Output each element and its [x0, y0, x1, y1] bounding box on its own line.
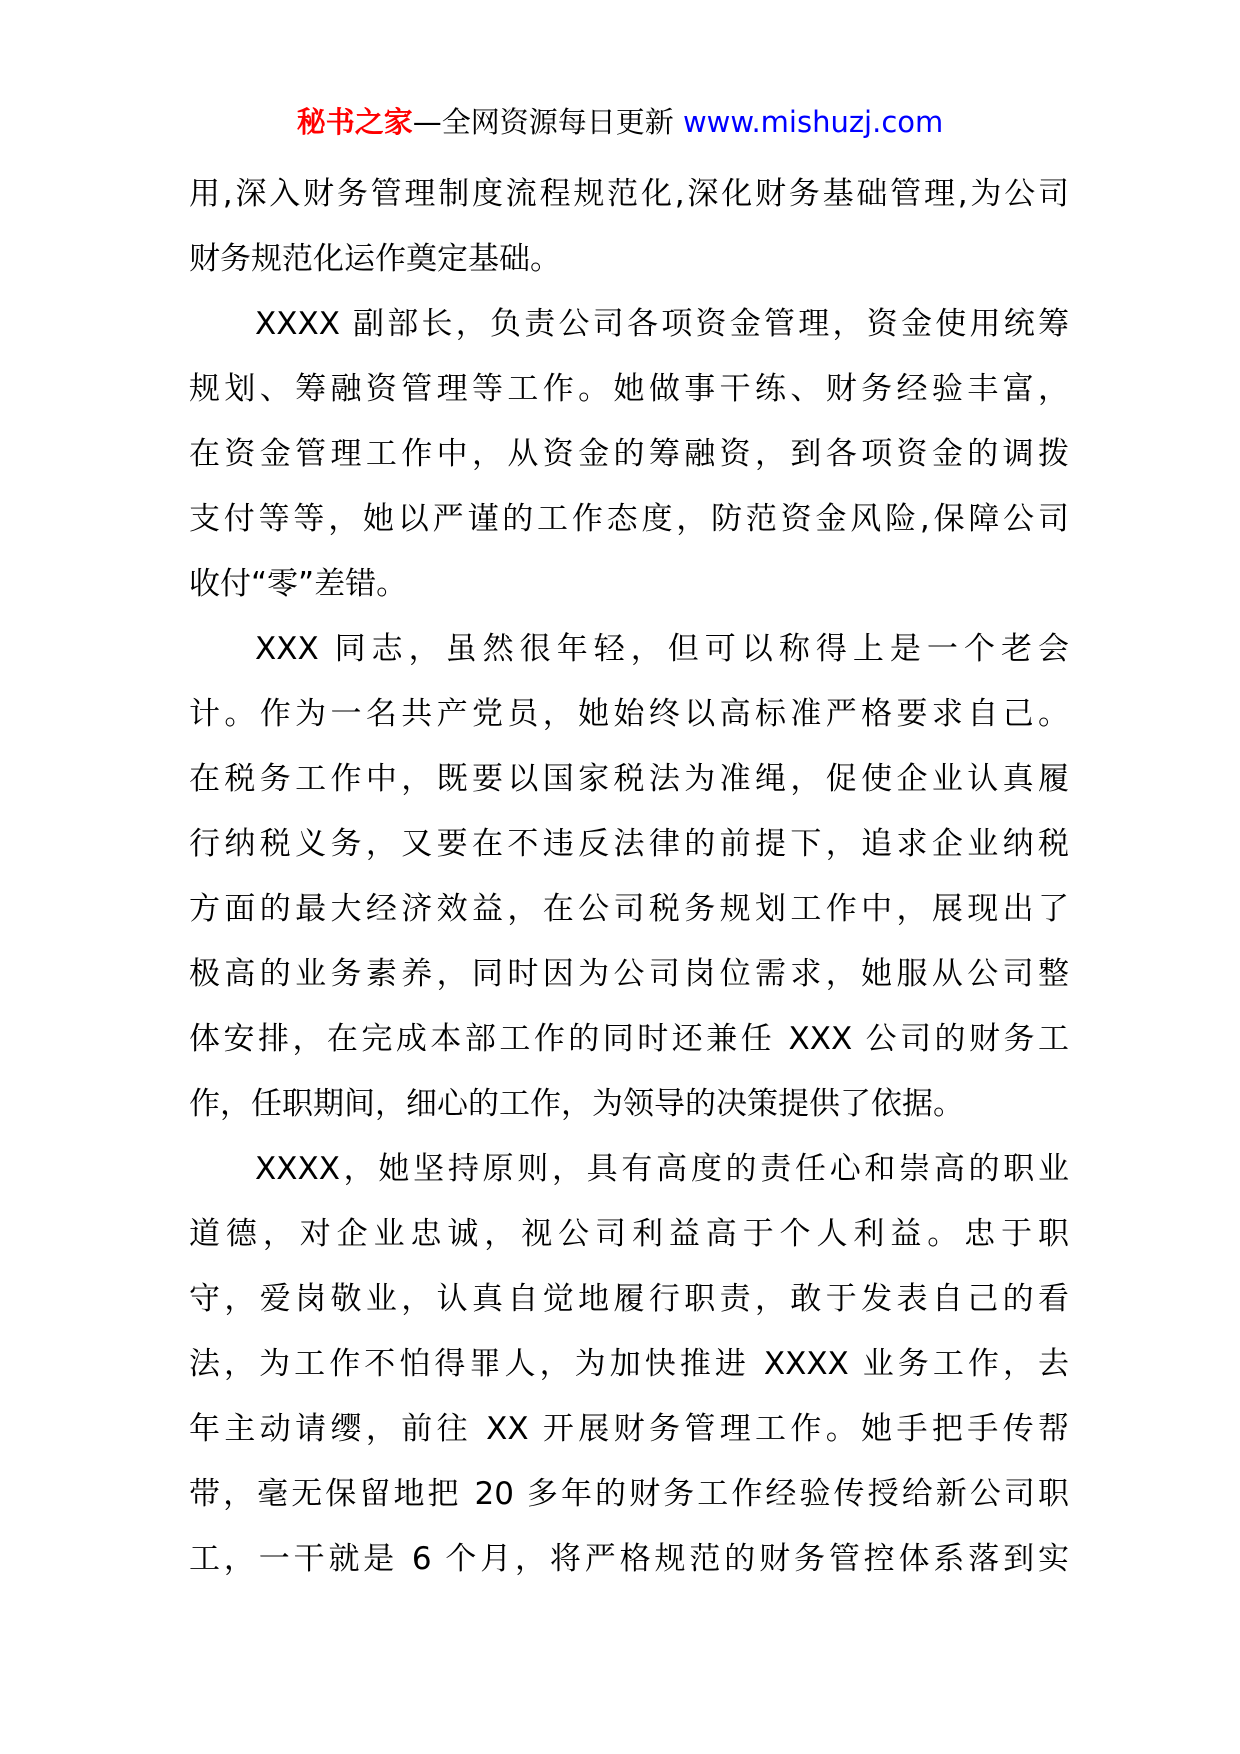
text-line: 工，一干就是 6 个月，将严格规范的财务管控体系落到实 — [189, 1541, 1069, 1577]
text-line: 支付等等，她以严谨的工作态度，防范资金风险,保障公司 — [189, 501, 1069, 537]
text-line: 极高的业务素养，同时因为公司岗位需求，她服从公司整 — [189, 956, 1069, 992]
text-line: 年主动请缨，前往 XX 开展财务管理工作。她手把手传帮 — [189, 1411, 1069, 1447]
text-line: 财务规范化运作奠定基础。 — [189, 241, 561, 277]
paragraph-start-line: XXXX，她坚持原则，具有高度的责任心和崇高的职业 — [255, 1151, 1069, 1187]
text-line: 法，为工作不怕得罪人，为加快推进 XXXX 业务工作，去 — [189, 1346, 1069, 1382]
text-line: 在资金管理工作中，从资金的筹融资，到各项资金的调拨 — [189, 436, 1069, 472]
text-line: 规划、筹融资管理等工作。她做事干练、财务经验丰富， — [189, 371, 1069, 407]
paragraph-start-line: XXX 同志，虽然很年轻，但可以称得上是一个老会 — [255, 631, 1069, 667]
text-line: 道德，对企业忠诚，视公司利益高于个人利益。忠于职 — [189, 1216, 1069, 1252]
page-header — [0, 100, 1240, 144]
text-line: 带，毫无保留地把 20 多年的财务工作经验传授给新公司职 — [189, 1476, 1069, 1512]
text-line: 计。作为一名共产党员，她始终以高标准严格要求自己。 — [189, 696, 1069, 732]
text-line: 体安排，在完成本部工作的同时还兼任 XXX 公司的财务工 — [189, 1021, 1069, 1057]
text-line: 收付“零”差错。 — [189, 566, 408, 602]
text-line: 用,深入财务管理制度流程规范化,深化财务基础管理,为公司 — [189, 176, 1069, 212]
paragraph-start-line: XXXX 副部长，负责公司各项资金管理，资金使用统筹 — [255, 306, 1069, 342]
document-body — [189, 162, 1069, 1592]
text-line: 守，爱岗敬业，认真自觉地履行职责，敢于发表自己的看 — [189, 1281, 1069, 1317]
header-slogan: —全网资源每日更新 — [412, 105, 674, 139]
text-line: 行纳税义务，又要在不违反法律的前提下，追求企业纳税 — [189, 826, 1069, 862]
brand-name: 秘书之家 — [296, 105, 413, 139]
text-line: 在税务工作中，既要以国家税法为准绳，促使企业认真履 — [189, 761, 1069, 797]
header-url[interactable]: www.mishuzj.com — [682, 105, 944, 139]
text-line: 作，任职期间，细心的工作，为领导的决策提供了依据。 — [189, 1086, 964, 1122]
text-line: 方面的最大经济效益，在公司税务规划工作中，展现出了 — [189, 891, 1069, 927]
